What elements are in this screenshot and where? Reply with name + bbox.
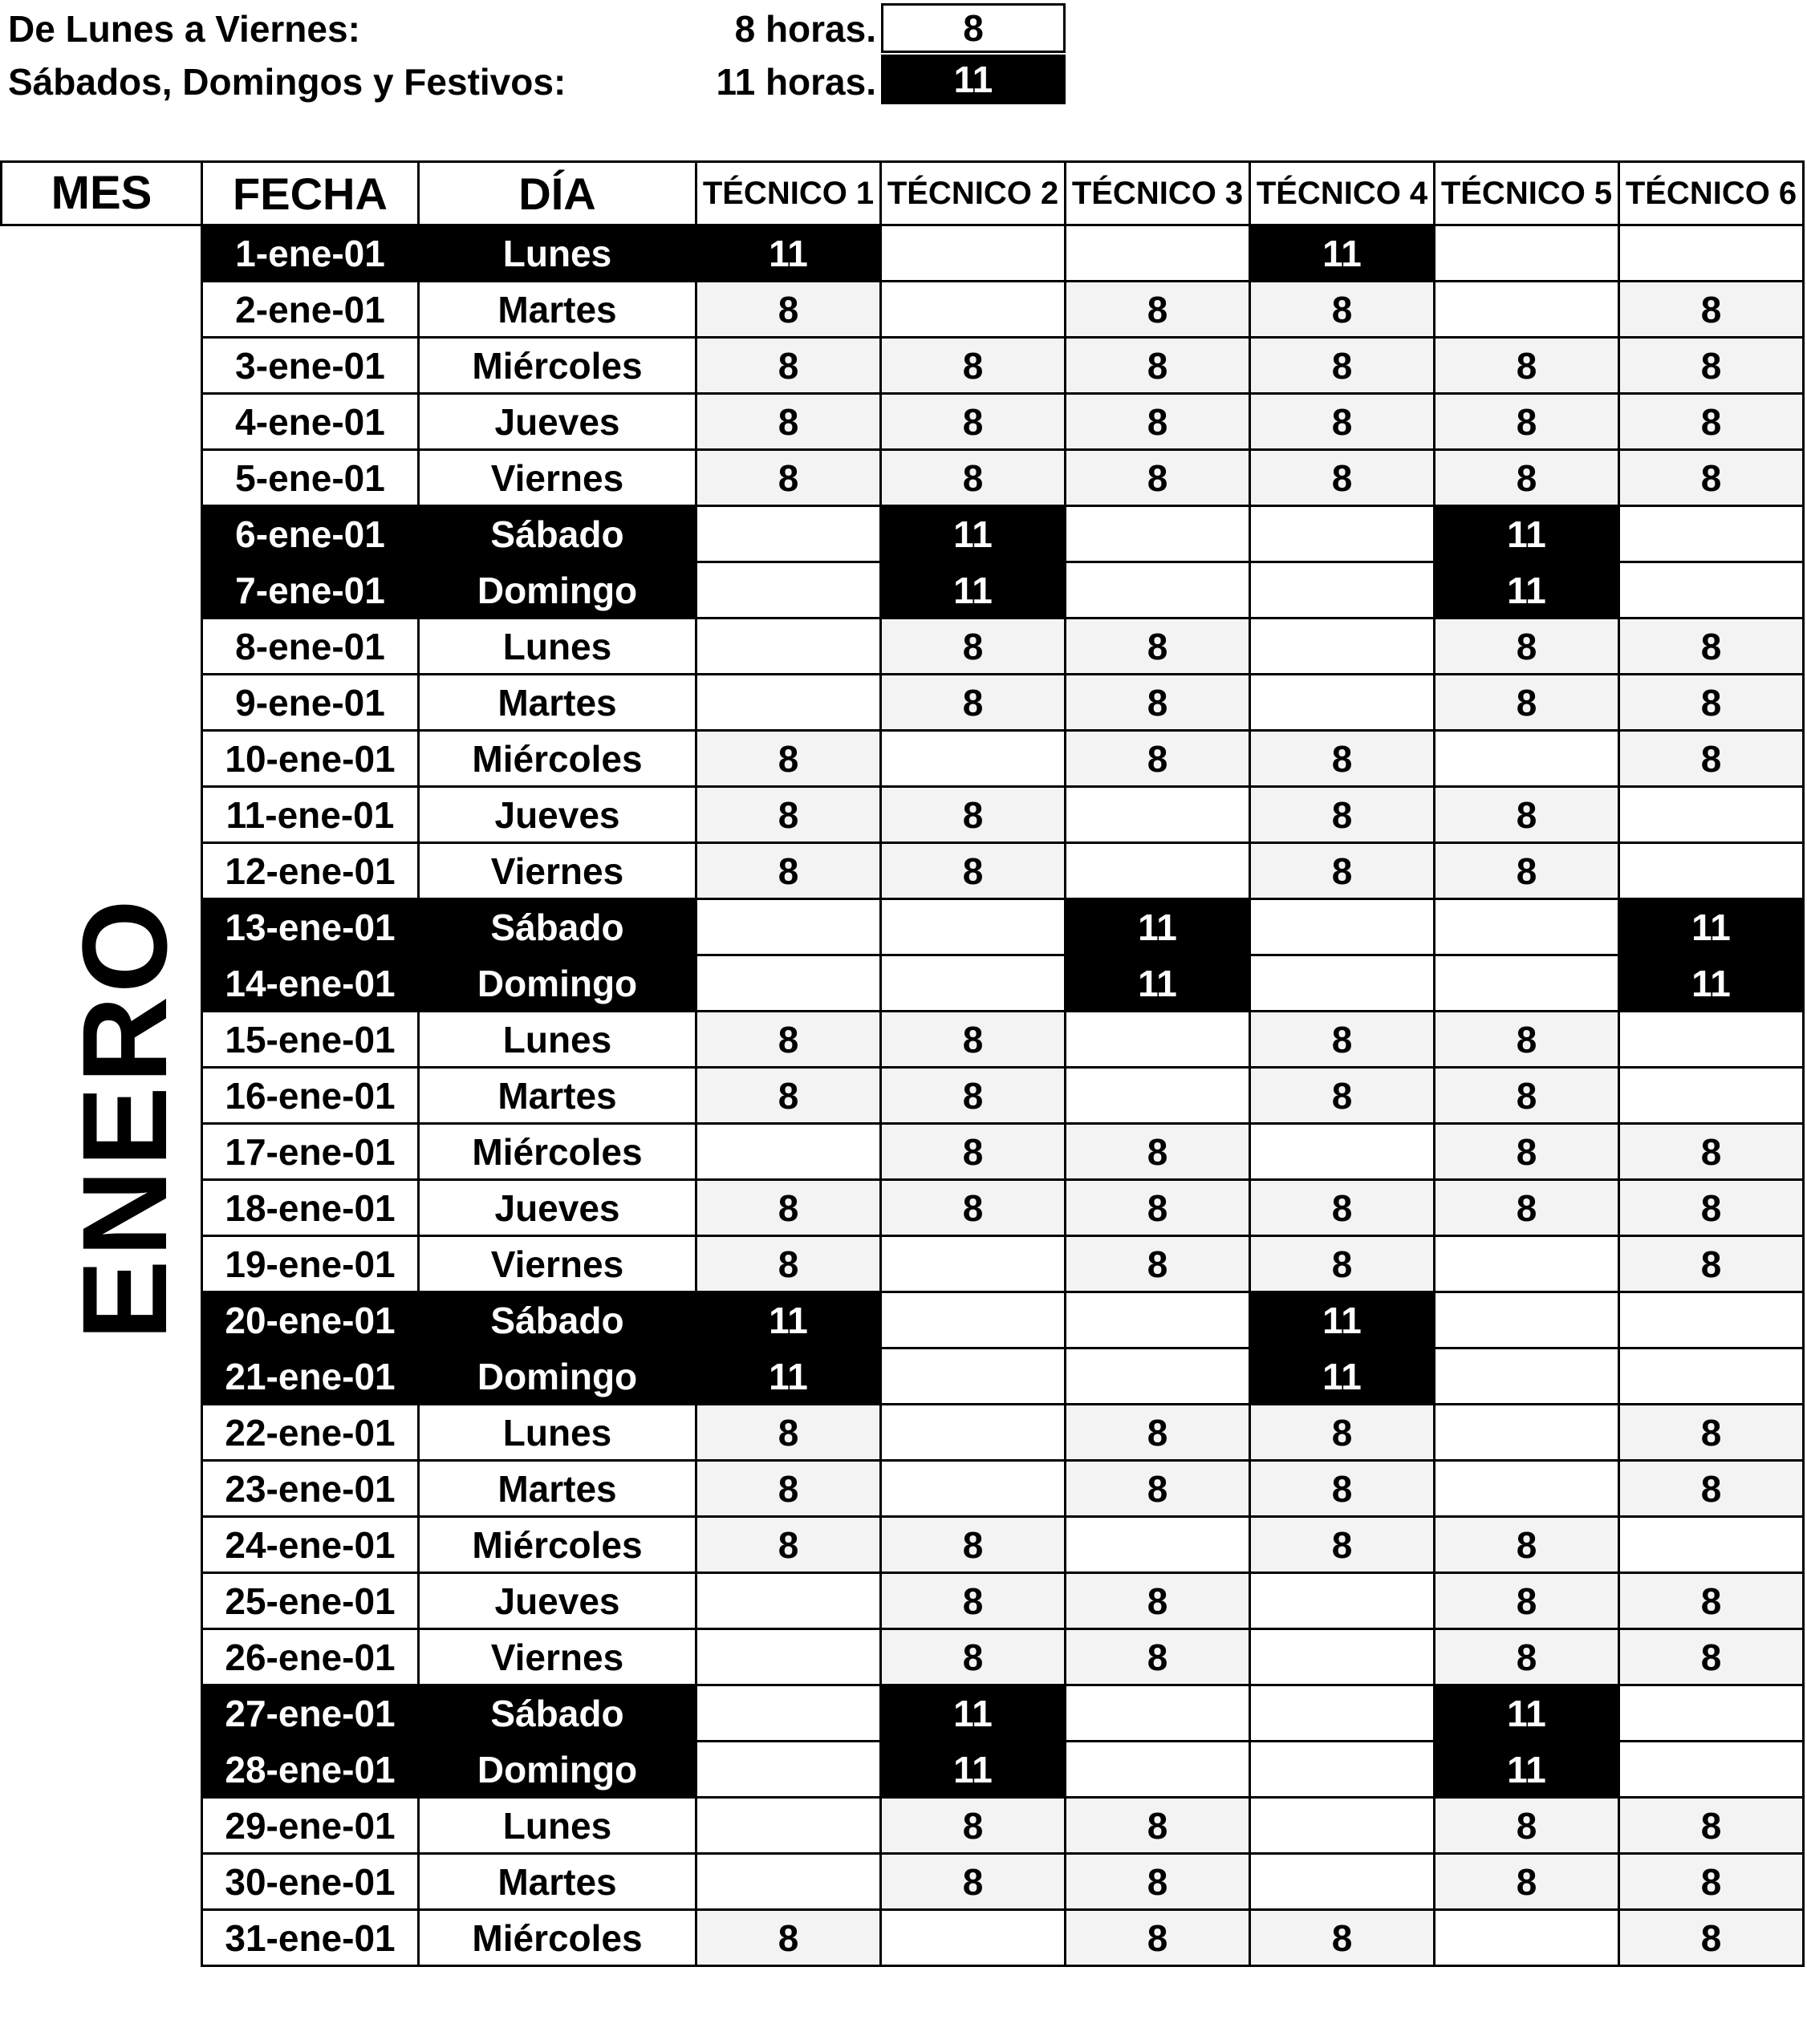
hours-cell-tecnico-6: 8 — [1619, 675, 1804, 731]
hours-cell-tecnico-2: 11 — [881, 562, 1066, 618]
hours-cell-tecnico-5 — [1435, 225, 1619, 282]
hours-cell-tecnico-3: 8 — [1066, 394, 1250, 450]
hours-cell-tecnico-2 — [881, 899, 1066, 955]
date-cell: 14-ene-01 — [202, 955, 419, 1012]
hours-cell-tecnico-4: 11 — [1250, 1292, 1435, 1348]
hours-cell-tecnico-1: 8 — [696, 1236, 881, 1292]
hours-cell-tecnico-3: 8 — [1066, 675, 1250, 731]
hours-cell-tecnico-4: 11 — [1250, 1348, 1435, 1405]
day-cell: Domingo — [419, 1742, 696, 1798]
hours-cell-tecnico-3 — [1066, 1742, 1250, 1798]
day-cell: Jueves — [419, 1573, 696, 1629]
header-tecnico-5: TÉCNICO 5 — [1435, 162, 1619, 225]
hours-cell-tecnico-2: 8 — [881, 394, 1066, 450]
hours-cell-tecnico-3: 8 — [1066, 1461, 1250, 1517]
hours-cell-tecnico-5: 8 — [1435, 1124, 1619, 1180]
hours-cell-tecnico-5: 8 — [1435, 1854, 1619, 1910]
schedule-body — [202, 225, 1804, 1966]
hours-cell-tecnico-5 — [1435, 1292, 1619, 1348]
hours-cell-tecnico-4: 8 — [1250, 787, 1435, 843]
table-row — [202, 1461, 1804, 1517]
hours-cell-tecnico-1 — [696, 1629, 881, 1685]
hours-cell-tecnico-5: 11 — [1435, 1742, 1619, 1798]
hours-cell-tecnico-3: 8 — [1066, 1573, 1250, 1629]
table-row — [202, 450, 1804, 506]
table-row — [202, 731, 1804, 787]
day-cell: Viernes — [419, 450, 696, 506]
hours-cell-tecnico-5: 8 — [1435, 1068, 1619, 1124]
table-row — [202, 1124, 1804, 1180]
table-row — [202, 843, 1804, 899]
hours-cell-tecnico-1 — [696, 1573, 881, 1629]
table-row — [202, 1405, 1804, 1461]
date-cell: 30-ene-01 — [202, 1854, 419, 1910]
hours-cell-tecnico-6 — [1619, 1348, 1804, 1405]
hours-cell-tecnico-5: 8 — [1435, 675, 1619, 731]
header-row — [202, 162, 1804, 225]
hours-cell-tecnico-5 — [1435, 282, 1619, 338]
hours-cell-tecnico-4 — [1250, 1854, 1435, 1910]
hours-cell-tecnico-2: 8 — [881, 338, 1066, 394]
table-row — [202, 506, 1804, 562]
hours-cell-tecnico-4 — [1250, 1742, 1435, 1798]
weekday-hours-box: 8 — [881, 3, 1066, 53]
date-cell: 5-ene-01 — [202, 450, 419, 506]
day-cell: Jueves — [419, 787, 696, 843]
header-tecnico-1: TÉCNICO 1 — [696, 162, 881, 225]
day-cell: Sábado — [419, 506, 696, 562]
hours-cell-tecnico-4: 8 — [1250, 1461, 1435, 1517]
hours-cell-tecnico-3: 8 — [1066, 1629, 1250, 1685]
hours-cell-tecnico-1 — [696, 562, 881, 618]
weekday-legend-label: De Lunes a Viernes: — [8, 8, 360, 50]
hours-cell-tecnico-3 — [1066, 1517, 1250, 1573]
table-row — [202, 1517, 1804, 1573]
day-cell: Lunes — [419, 225, 696, 282]
hours-cell-tecnico-5: 8 — [1435, 394, 1619, 450]
hours-cell-tecnico-2: 11 — [881, 1685, 1066, 1742]
hours-cell-tecnico-2: 8 — [881, 1012, 1066, 1068]
hours-cell-tecnico-6: 11 — [1619, 899, 1804, 955]
hours-cell-tecnico-6: 8 — [1619, 338, 1804, 394]
hours-cell-tecnico-5 — [1435, 1910, 1619, 1966]
hours-cell-tecnico-6: 8 — [1619, 1405, 1804, 1461]
hours-cell-tecnico-5: 8 — [1435, 1573, 1619, 1629]
table-row — [202, 282, 1804, 338]
hours-cell-tecnico-3 — [1066, 787, 1250, 843]
date-cell: 9-ene-01 — [202, 675, 419, 731]
day-cell: Martes — [419, 675, 696, 731]
hours-cell-tecnico-1: 8 — [696, 731, 881, 787]
date-cell: 22-ene-01 — [202, 1405, 419, 1461]
hours-cell-tecnico-3 — [1066, 506, 1250, 562]
day-cell: Viernes — [419, 1629, 696, 1685]
hours-cell-tecnico-6 — [1619, 506, 1804, 562]
hours-cell-tecnico-3 — [1066, 1348, 1250, 1405]
hours-cell-tecnico-5: 8 — [1435, 618, 1619, 675]
hours-cell-tecnico-1: 8 — [696, 1405, 881, 1461]
table-row — [202, 899, 1804, 955]
day-cell: Miércoles — [419, 731, 696, 787]
hours-cell-tecnico-2 — [881, 282, 1066, 338]
hours-cell-tecnico-4: 8 — [1250, 282, 1435, 338]
date-cell: 8-ene-01 — [202, 618, 419, 675]
hours-cell-tecnico-1 — [696, 618, 881, 675]
hours-cell-tecnico-4: 8 — [1250, 1012, 1435, 1068]
hours-cell-tecnico-5 — [1435, 1348, 1619, 1405]
hours-cell-tecnico-6: 8 — [1619, 450, 1804, 506]
table-row — [202, 1236, 1804, 1292]
weekend-legend-label: Sábados, Domingos y Festivos: — [8, 61, 566, 103]
hours-cell-tecnico-4 — [1250, 955, 1435, 1012]
hours-cell-tecnico-4 — [1250, 675, 1435, 731]
table-row — [202, 1854, 1804, 1910]
table-row — [202, 1348, 1804, 1405]
hours-cell-tecnico-5: 11 — [1435, 1685, 1619, 1742]
hours-cell-tecnico-1: 8 — [696, 1461, 881, 1517]
hours-cell-tecnico-3: 11 — [1066, 955, 1250, 1012]
hours-cell-tecnico-1 — [696, 1685, 881, 1742]
date-cell: 17-ene-01 — [202, 1124, 419, 1180]
weekend-hours-box: 11 — [881, 55, 1066, 104]
hours-cell-tecnico-5: 8 — [1435, 1798, 1619, 1854]
date-cell: 16-ene-01 — [202, 1068, 419, 1124]
date-cell: 23-ene-01 — [202, 1461, 419, 1517]
weekday-hours-text: 8 horas. — [734, 8, 876, 50]
hours-cell-tecnico-1: 8 — [696, 282, 881, 338]
hours-cell-tecnico-3: 8 — [1066, 1124, 1250, 1180]
date-cell: 13-ene-01 — [202, 899, 419, 955]
hours-cell-tecnico-5 — [1435, 955, 1619, 1012]
table-row — [202, 1910, 1804, 1966]
day-cell: Miércoles — [419, 338, 696, 394]
hours-cell-tecnico-4 — [1250, 506, 1435, 562]
hours-cell-tecnico-5: 8 — [1435, 1180, 1619, 1236]
day-cell: Sábado — [419, 899, 696, 955]
table-row — [202, 787, 1804, 843]
table-row — [202, 1629, 1804, 1685]
hours-cell-tecnico-6 — [1619, 562, 1804, 618]
hours-cell-tecnico-4: 8 — [1250, 843, 1435, 899]
day-cell: Domingo — [419, 955, 696, 1012]
header-tecnico-2: TÉCNICO 2 — [881, 162, 1066, 225]
hours-cell-tecnico-5 — [1435, 731, 1619, 787]
hours-cell-tecnico-3: 11 — [1066, 899, 1250, 955]
hours-cell-tecnico-3: 8 — [1066, 618, 1250, 675]
hours-cell-tecnico-5: 8 — [1435, 1629, 1619, 1685]
hours-cell-tecnico-6: 8 — [1619, 1798, 1804, 1854]
hours-cell-tecnico-3: 8 — [1066, 1180, 1250, 1236]
day-cell: Martes — [419, 1068, 696, 1124]
weekend-hours-text: 11 horas. — [716, 61, 876, 103]
hours-cell-tecnico-6: 8 — [1619, 1461, 1804, 1517]
hours-cell-tecnico-2 — [881, 1292, 1066, 1348]
hours-cell-tecnico-4 — [1250, 1573, 1435, 1629]
hours-cell-tecnico-6: 8 — [1619, 1236, 1804, 1292]
month-label: ENERO — [57, 896, 192, 1340]
table-row — [202, 338, 1804, 394]
hours-cell-tecnico-1: 8 — [696, 450, 881, 506]
table-row — [202, 675, 1804, 731]
hours-cell-tecnico-4: 8 — [1250, 1236, 1435, 1292]
day-cell: Miércoles — [419, 1517, 696, 1573]
hours-cell-tecnico-6: 8 — [1619, 1573, 1804, 1629]
hours-cell-tecnico-3: 8 — [1066, 1236, 1250, 1292]
hours-cell-tecnico-4: 8 — [1250, 1405, 1435, 1461]
hours-cell-tecnico-3 — [1066, 1685, 1250, 1742]
hours-cell-tecnico-4: 8 — [1250, 731, 1435, 787]
hours-cell-tecnico-1 — [696, 1124, 881, 1180]
table-row — [202, 1180, 1804, 1236]
hours-cell-tecnico-1 — [696, 955, 881, 1012]
hours-cell-tecnico-3 — [1066, 1012, 1250, 1068]
date-cell: 12-ene-01 — [202, 843, 419, 899]
hours-cell-tecnico-4: 8 — [1250, 1068, 1435, 1124]
hours-cell-tecnico-4 — [1250, 618, 1435, 675]
hours-cell-tecnico-6 — [1619, 1012, 1804, 1068]
hours-cell-tecnico-6: 8 — [1619, 731, 1804, 787]
hours-cell-tecnico-5: 8 — [1435, 338, 1619, 394]
hours-cell-tecnico-2: 8 — [881, 1068, 1066, 1124]
date-cell: 21-ene-01 — [202, 1348, 419, 1405]
hours-cell-tecnico-2: 8 — [881, 1629, 1066, 1685]
hours-cell-tecnico-3 — [1066, 1068, 1250, 1124]
hours-cell-tecnico-6: 8 — [1619, 1124, 1804, 1180]
hours-cell-tecnico-3: 8 — [1066, 1798, 1250, 1854]
hours-cell-tecnico-1 — [696, 1798, 881, 1854]
hours-cell-tecnico-2: 11 — [881, 506, 1066, 562]
hours-cell-tecnico-5: 8 — [1435, 1517, 1619, 1573]
hours-cell-tecnico-6: 8 — [1619, 282, 1804, 338]
date-cell: 20-ene-01 — [202, 1292, 419, 1348]
table-row — [202, 618, 1804, 675]
hours-cell-tecnico-6: 8 — [1619, 1180, 1804, 1236]
hours-cell-tecnico-5: 8 — [1435, 843, 1619, 899]
hours-cell-tecnico-4: 8 — [1250, 450, 1435, 506]
day-cell: Viernes — [419, 843, 696, 899]
hours-cell-tecnico-5: 11 — [1435, 562, 1619, 618]
header-tecnico-4: TÉCNICO 4 — [1250, 162, 1435, 225]
hours-cell-tecnico-4 — [1250, 1124, 1435, 1180]
day-cell: Martes — [419, 282, 696, 338]
hours-cell-tecnico-3 — [1066, 843, 1250, 899]
hours-cell-tecnico-1: 11 — [696, 225, 881, 282]
hours-cell-tecnico-6 — [1619, 843, 1804, 899]
date-cell: 24-ene-01 — [202, 1517, 419, 1573]
date-cell: 28-ene-01 — [202, 1742, 419, 1798]
hours-cell-tecnico-2: 8 — [881, 1124, 1066, 1180]
table-row — [202, 225, 1804, 282]
day-cell: Miércoles — [419, 1910, 696, 1966]
date-cell: 25-ene-01 — [202, 1573, 419, 1629]
date-cell: 29-ene-01 — [202, 1798, 419, 1854]
hours-cell-tecnico-2: 11 — [881, 1742, 1066, 1798]
day-cell: Lunes — [419, 618, 696, 675]
hours-cell-tecnico-5 — [1435, 1405, 1619, 1461]
hours-cell-tecnico-6: 8 — [1619, 1629, 1804, 1685]
hours-cell-tecnico-2 — [881, 1910, 1066, 1966]
date-cell: 7-ene-01 — [202, 562, 419, 618]
date-cell: 19-ene-01 — [202, 1236, 419, 1292]
hours-cell-tecnico-1 — [696, 1854, 881, 1910]
hours-cell-tecnico-4: 11 — [1250, 225, 1435, 282]
header-mes: MES — [0, 160, 203, 226]
hours-cell-tecnico-1: 11 — [696, 1348, 881, 1405]
hours-cell-tecnico-6: 8 — [1619, 394, 1804, 450]
day-cell: Jueves — [419, 394, 696, 450]
hours-cell-tecnico-1 — [696, 506, 881, 562]
hours-cell-tecnico-6 — [1619, 1068, 1804, 1124]
hours-cell-tecnico-5 — [1435, 1236, 1619, 1292]
hours-cell-tecnico-1: 8 — [696, 1180, 881, 1236]
hours-cell-tecnico-4: 8 — [1250, 1517, 1435, 1573]
hours-cell-tecnico-4 — [1250, 1629, 1435, 1685]
date-cell: 31-ene-01 — [202, 1910, 419, 1966]
hours-cell-tecnico-1 — [696, 1742, 881, 1798]
table-row — [202, 1068, 1804, 1124]
date-cell: 11-ene-01 — [202, 787, 419, 843]
hours-cell-tecnico-2 — [881, 1348, 1066, 1405]
hours-cell-tecnico-2: 8 — [881, 1180, 1066, 1236]
day-cell: Lunes — [419, 1012, 696, 1068]
hours-cell-tecnico-3: 8 — [1066, 282, 1250, 338]
day-cell: Lunes — [419, 1405, 696, 1461]
hours-cell-tecnico-1: 8 — [696, 1517, 881, 1573]
date-cell: 27-ene-01 — [202, 1685, 419, 1742]
day-cell: Miércoles — [419, 1124, 696, 1180]
table-row — [202, 1012, 1804, 1068]
hours-cell-tecnico-3: 8 — [1066, 338, 1250, 394]
hours-cell-tecnico-2 — [881, 225, 1066, 282]
hours-cell-tecnico-3 — [1066, 562, 1250, 618]
hours-cell-tecnico-5 — [1435, 899, 1619, 955]
hours-cell-tecnico-3: 8 — [1066, 731, 1250, 787]
hours-cell-tecnico-4 — [1250, 899, 1435, 955]
hours-cell-tecnico-3: 8 — [1066, 1910, 1250, 1966]
hours-cell-tecnico-3: 8 — [1066, 450, 1250, 506]
hours-cell-tecnico-1: 8 — [696, 394, 881, 450]
hours-cell-tecnico-2: 8 — [881, 1517, 1066, 1573]
date-cell: 26-ene-01 — [202, 1629, 419, 1685]
hours-cell-tecnico-4: 8 — [1250, 1910, 1435, 1966]
table-row — [202, 955, 1804, 1012]
hours-cell-tecnico-1: 8 — [696, 787, 881, 843]
hours-cell-tecnico-4: 8 — [1250, 1180, 1435, 1236]
header-tecnico-6: TÉCNICO 6 — [1619, 162, 1804, 225]
hours-cell-tecnico-2: 8 — [881, 1573, 1066, 1629]
hours-cell-tecnico-2 — [881, 1236, 1066, 1292]
date-cell: 6-ene-01 — [202, 506, 419, 562]
hours-cell-tecnico-4: 8 — [1250, 338, 1435, 394]
hours-cell-tecnico-6 — [1619, 787, 1804, 843]
hours-cell-tecnico-1: 8 — [696, 338, 881, 394]
hours-cell-tecnico-2 — [881, 1405, 1066, 1461]
hours-cell-tecnico-5: 8 — [1435, 1012, 1619, 1068]
hours-cell-tecnico-1: 8 — [696, 1068, 881, 1124]
day-cell: Lunes — [419, 1798, 696, 1854]
hours-cell-tecnico-2: 8 — [881, 618, 1066, 675]
day-cell: Jueves — [419, 1180, 696, 1236]
hours-cell-tecnico-2: 8 — [881, 843, 1066, 899]
hours-cell-tecnico-2: 8 — [881, 450, 1066, 506]
hours-cell-tecnico-3 — [1066, 1292, 1250, 1348]
header-dia: DÍA — [419, 162, 696, 225]
table-row — [202, 1798, 1804, 1854]
hours-cell-tecnico-4 — [1250, 1798, 1435, 1854]
hours-cell-tecnico-6: 8 — [1619, 618, 1804, 675]
day-cell: Martes — [419, 1854, 696, 1910]
hours-cell-tecnico-4: 8 — [1250, 394, 1435, 450]
hours-cell-tecnico-2 — [881, 1461, 1066, 1517]
hours-cell-tecnico-1 — [696, 675, 881, 731]
date-cell: 10-ene-01 — [202, 731, 419, 787]
hours-cell-tecnico-1: 8 — [696, 843, 881, 899]
date-cell: 15-ene-01 — [202, 1012, 419, 1068]
date-cell: 1-ene-01 — [202, 225, 419, 282]
hours-cell-tecnico-1: 11 — [696, 1292, 881, 1348]
hours-cell-tecnico-1: 8 — [696, 1910, 881, 1966]
hours-cell-tecnico-6: 8 — [1619, 1854, 1804, 1910]
hours-cell-tecnico-6: 11 — [1619, 955, 1804, 1012]
schedule-table — [201, 160, 1805, 1967]
hours-cell-tecnico-2: 8 — [881, 675, 1066, 731]
hours-cell-tecnico-5: 8 — [1435, 450, 1619, 506]
table-row — [202, 1742, 1804, 1798]
day-cell: Sábado — [419, 1685, 696, 1742]
hours-cell-tecnico-4 — [1250, 562, 1435, 618]
hours-cell-tecnico-2: 8 — [881, 1798, 1066, 1854]
header-fecha: FECHA — [202, 162, 419, 225]
hours-cell-tecnico-3 — [1066, 225, 1250, 282]
hours-cell-tecnico-5 — [1435, 1461, 1619, 1517]
day-cell: Domingo — [419, 562, 696, 618]
hours-cell-tecnico-6 — [1619, 1517, 1804, 1573]
hours-cell-tecnico-2 — [881, 731, 1066, 787]
table-row — [202, 1292, 1804, 1348]
hours-cell-tecnico-2 — [881, 955, 1066, 1012]
table-row — [202, 394, 1804, 450]
hours-cell-tecnico-1 — [696, 899, 881, 955]
table-row — [202, 1685, 1804, 1742]
day-cell: Domingo — [419, 1348, 696, 1405]
hours-cell-tecnico-2: 8 — [881, 787, 1066, 843]
hours-cell-tecnico-6 — [1619, 1685, 1804, 1742]
hours-cell-tecnico-6 — [1619, 1292, 1804, 1348]
hours-cell-tecnico-6: 8 — [1619, 1910, 1804, 1966]
hours-cell-tecnico-3: 8 — [1066, 1854, 1250, 1910]
hours-cell-tecnico-5: 8 — [1435, 787, 1619, 843]
table-row — [202, 562, 1804, 618]
date-cell: 2-ene-01 — [202, 282, 419, 338]
hours-cell-tecnico-2: 8 — [881, 1854, 1066, 1910]
header-tecnico-3: TÉCNICO 3 — [1066, 162, 1250, 225]
table-row — [202, 1573, 1804, 1629]
day-cell: Viernes — [419, 1236, 696, 1292]
day-cell: Sábado — [419, 1292, 696, 1348]
date-cell: 18-ene-01 — [202, 1180, 419, 1236]
hours-cell-tecnico-3: 8 — [1066, 1405, 1250, 1461]
date-cell: 3-ene-01 — [202, 338, 419, 394]
hours-cell-tecnico-1: 8 — [696, 1012, 881, 1068]
hours-cell-tecnico-5: 11 — [1435, 506, 1619, 562]
hours-cell-tecnico-6 — [1619, 225, 1804, 282]
date-cell: 4-ene-01 — [202, 394, 419, 450]
hours-cell-tecnico-6 — [1619, 1742, 1804, 1798]
hours-cell-tecnico-4 — [1250, 1685, 1435, 1742]
day-cell: Martes — [419, 1461, 696, 1517]
